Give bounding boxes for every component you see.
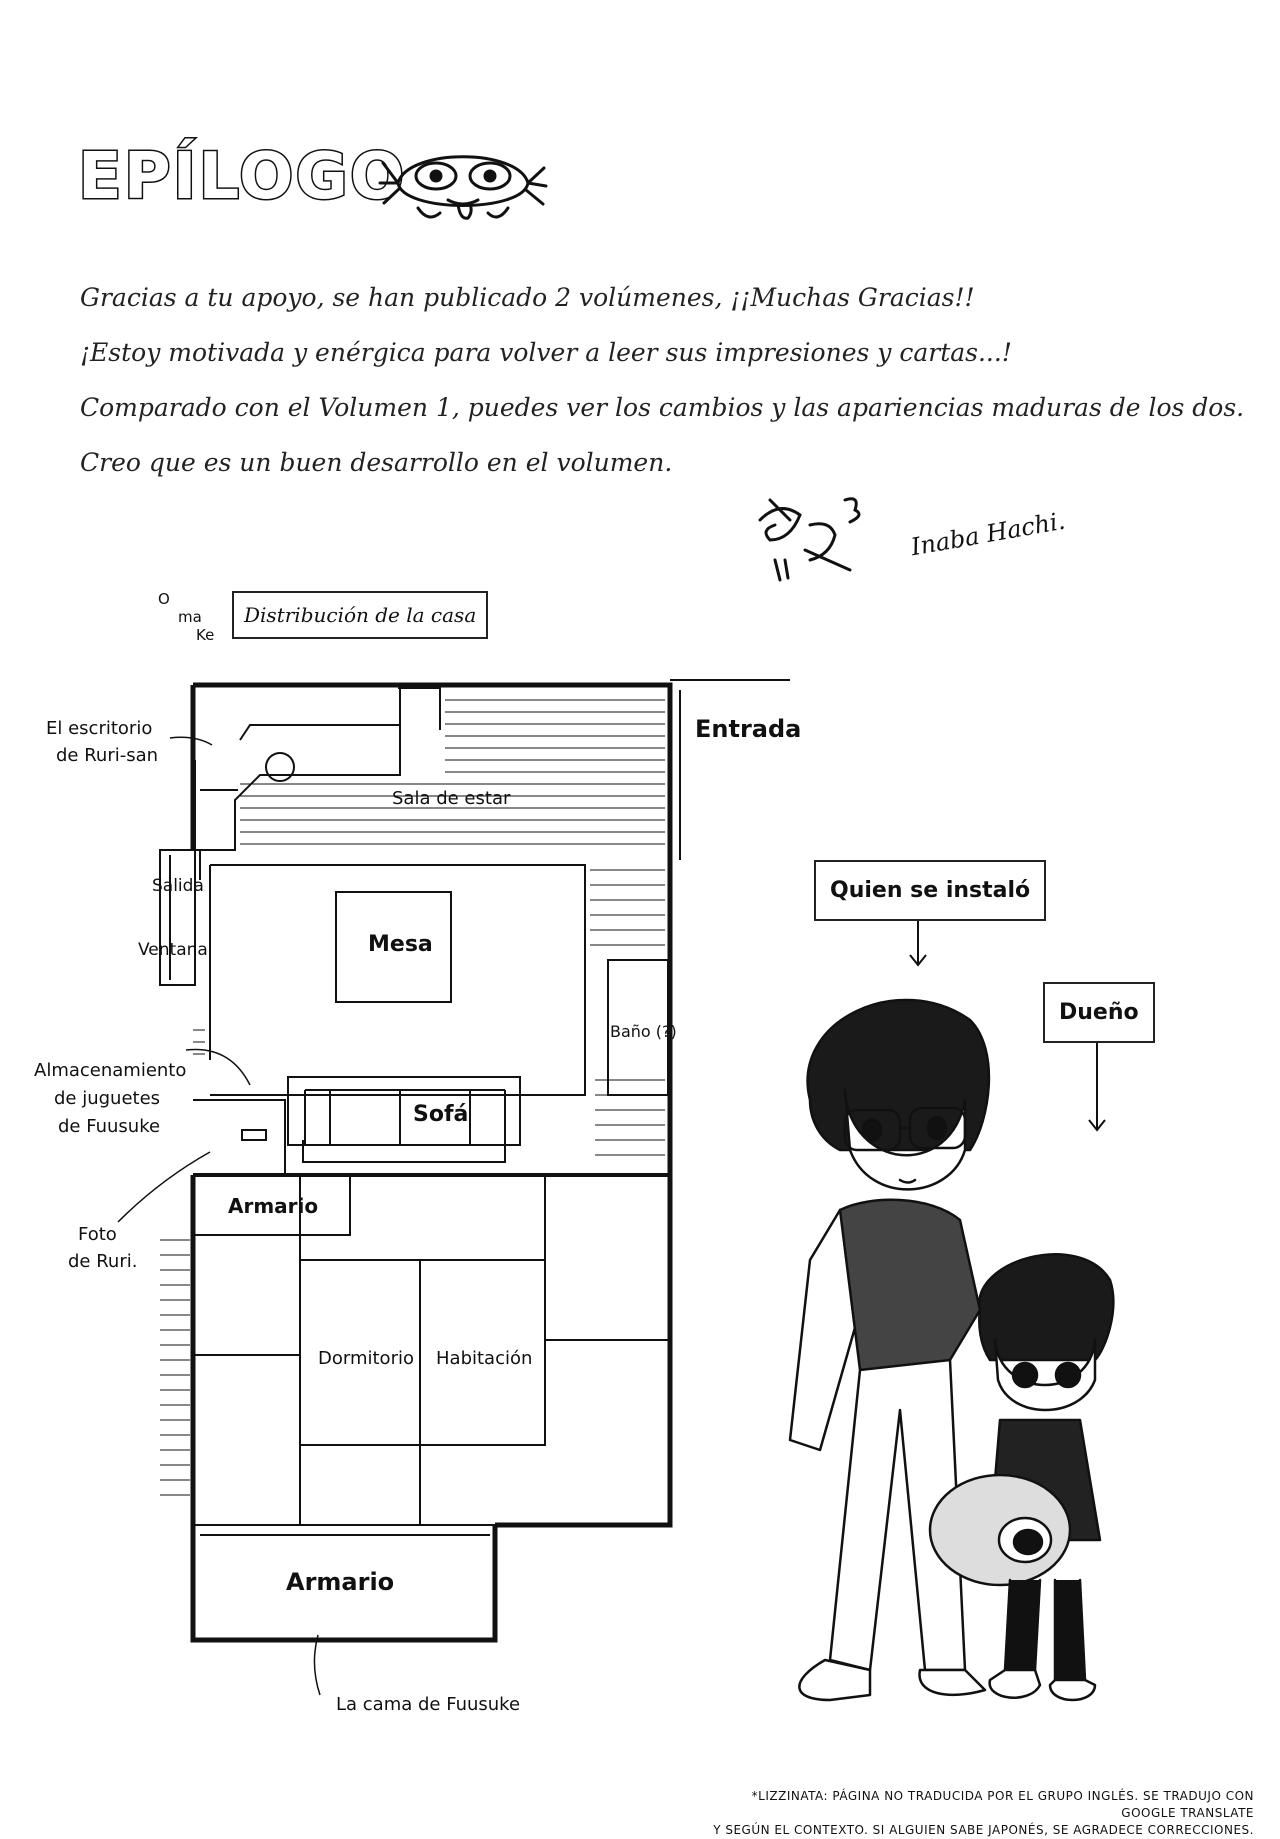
translator-note-line: *LIZZINATA: PÁGINA NO TRADUCIDA POR EL GRUPO INGLÉS. SE TRADUJO CON GOOGLE TRANSLATE: [751, 1789, 1254, 1820]
exit-label: Salida: [152, 876, 204, 896]
omake-letter: O: [158, 590, 170, 608]
table-label: Mesa: [368, 932, 433, 957]
translator-note: [694, 1788, 1254, 1839]
translator-note-line: Y SEGÚN EL CONTEXTO. SI ALGUIEN SABE JAPONÉS, SE AGRADECE CORRECCIONES.: [713, 1823, 1254, 1837]
toy-storage-label-line: de Fuusuke: [58, 1116, 161, 1137]
closet-bottom-label: Armario: [286, 1568, 395, 1596]
signature-name: Inaba Hachi.: [908, 506, 1068, 562]
bedroom-label: Dormitorio: [318, 1348, 414, 1369]
living-room-label: Sala de estar: [392, 788, 511, 809]
omake-letter: ma: [178, 608, 202, 626]
characters-illustration: [750, 980, 1170, 1710]
desk-label-line: El escritorio: [46, 718, 153, 739]
house-layout-title: Distribución de la casa: [232, 591, 488, 639]
owner-tag: Dueño: [1043, 982, 1155, 1043]
moved-in-tag: Quien se instaló: [814, 860, 1046, 921]
room-label: Habitación: [436, 1348, 533, 1369]
toy-storage-label-line: de juguetes: [54, 1088, 161, 1109]
message-line: Comparado con el Volumen 1, puedes ver los cambios y las apariencias maduras de los dos.: [80, 393, 1245, 422]
window-label: Ventana: [138, 940, 208, 960]
message-line: ¡Estoy motivada y enérgica para volver a leer sus impresiones y cartas...!: [80, 338, 1012, 367]
photo-label-line: Foto: [78, 1224, 117, 1245]
sofa-label: Sofá: [413, 1102, 469, 1127]
desk-label-line: de Ruri-san: [56, 745, 159, 766]
bed-label: La cama de Fuusuke: [336, 1694, 521, 1715]
page-title: EPÍLOGO: [78, 140, 407, 214]
message-line: Gracias a tu apoyo, se han publicado 2 volúmenes, ¡¡Muchas Gracias!!: [80, 283, 975, 312]
closet-top-label: Armario: [228, 1194, 319, 1218]
omake-letter: Ke: [196, 626, 215, 644]
toy-storage-label-line: Almacenamiento: [34, 1060, 187, 1081]
message-line: Creo que es un buen desarrollo en el volumen.: [80, 448, 673, 477]
photo-label-line: de Ruri.: [68, 1251, 138, 1272]
entrance-label: Entrada: [695, 715, 802, 743]
bathroom-label: Baño (?): [610, 1022, 677, 1041]
